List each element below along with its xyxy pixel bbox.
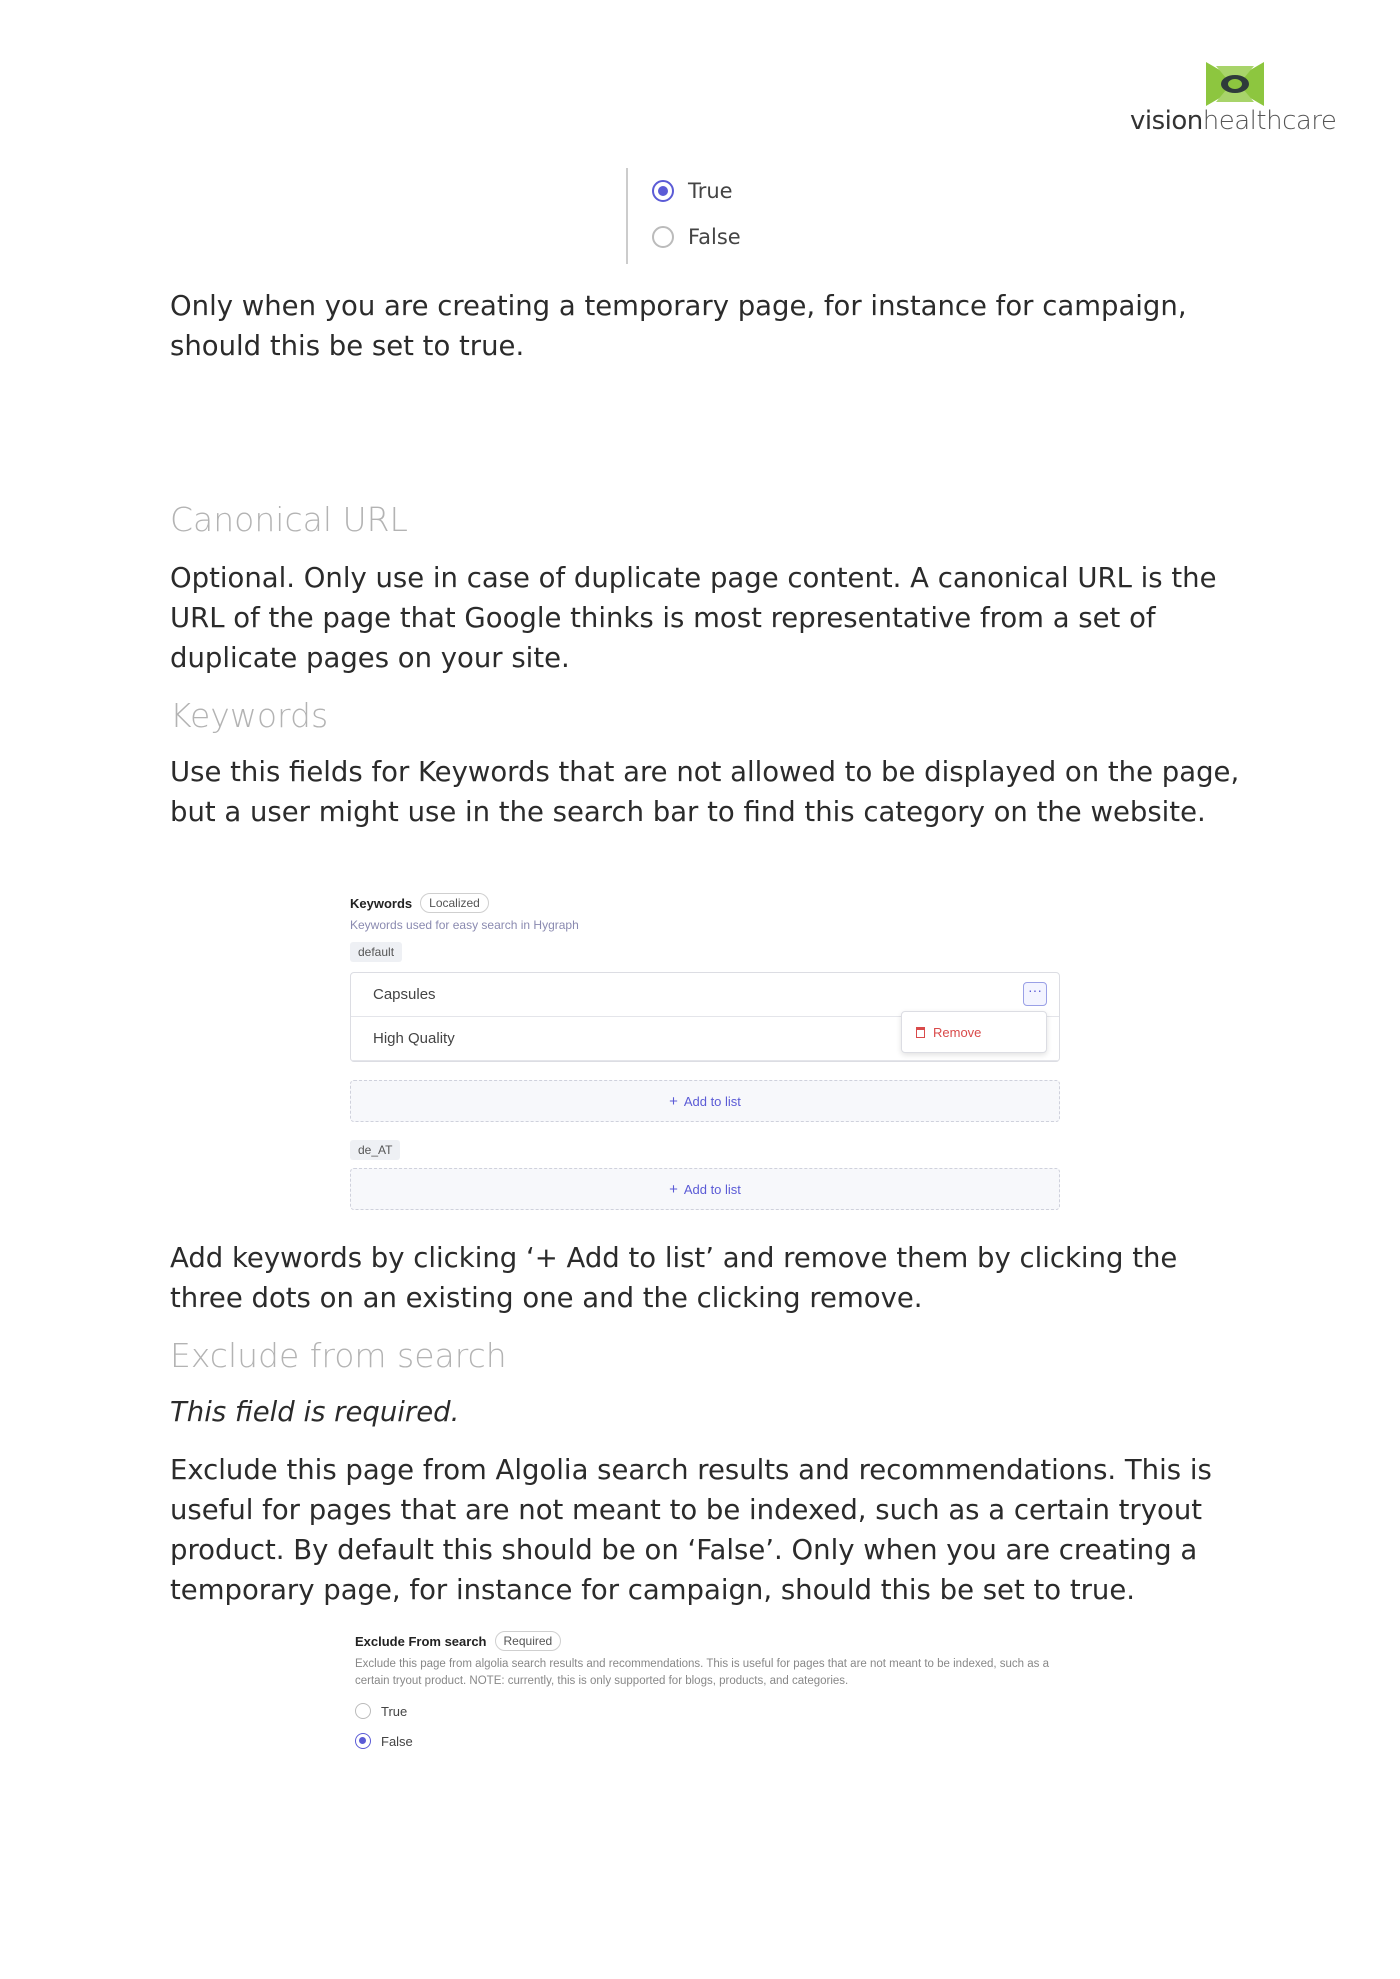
radio-label: False <box>688 225 741 249</box>
remove-menu-item[interactable] <box>901 1011 1047 1053</box>
top-radio-group <box>626 168 741 264</box>
logo-mark-icon <box>1206 62 1264 106</box>
radio-label: False <box>381 1733 413 1749</box>
paragraph-exclude-from-search: Exclude this page from Algolia search results and recommendations. This is useful for pages that are not meant to be indexed, such as a certain tryout product. By default this should be on ‘False’. Only when you are creating a temporary page, for instance for campaign, should this be set to true. <box>170 1454 1212 1606</box>
radio-option-false[interactable] <box>355 1726 1055 1756</box>
heading-keywords: Keywords <box>170 696 329 735</box>
logo-word-vision: vision <box>1130 106 1203 136</box>
keywords-field-title: Keywords <box>350 895 413 911</box>
more-options-button[interactable]: ··· <box>1023 982 1047 1006</box>
keywords-field-description: Keywords used for easy search in Hygraph <box>350 918 579 932</box>
paragraph-field-required: This field is required. <box>170 1396 460 1428</box>
exclude-field-screenshot <box>355 1628 1055 1756</box>
heading-canonical-url: Canonical URL <box>170 500 408 539</box>
plus-icon: + <box>669 1092 678 1110</box>
heading-exclude-from-search: Exclude from search <box>170 1336 507 1375</box>
logo-word-healthcare: healthcare <box>1202 106 1337 136</box>
paragraph-keywords: Use this fields for Keywords that are not allowed to be displayed on the page, but a user might use in the search bar to find this category on the website. <box>170 756 1240 828</box>
radio-option-true[interactable] <box>355 1696 1055 1726</box>
paragraph-canonical-url: Optional. Only use in case of duplicate page content. A canonical URL is the URL of the page that Google thinks is most representative from a set of duplicate pages on your site. <box>170 562 1217 674</box>
localized-badge: Localized <box>420 893 489 913</box>
add-to-list-button-de-at[interactable] <box>350 1168 1060 1210</box>
radio-checked-icon[interactable] <box>652 180 674 202</box>
add-to-list-button[interactable] <box>350 1080 1060 1122</box>
plus-icon: + <box>669 1180 678 1198</box>
vision-healthcare-logo <box>1130 62 1340 142</box>
locale-tag-default: default <box>350 942 402 962</box>
add-to-list-label: Add to list <box>683 1093 741 1109</box>
keywords-list <box>350 972 1060 1062</box>
radio-label: True <box>381 1703 408 1719</box>
exclude-field-description: Exclude this page from algolia search results and recommendations. This is useful for pages that are not meant to be indexed, such as a certain tryout product. NOTE: currently, this is only supported for blogs, products, and categories. <box>355 1658 1050 1687</box>
locale-tag-de-at: de_AT <box>350 1140 400 1160</box>
paragraph-temporary-page: Only when you are creating a temporary page, for instance for campaign, should this be set to true. <box>170 290 1187 362</box>
radio-option-false[interactable] <box>652 214 741 260</box>
radio-label: True <box>688 179 733 203</box>
list-item-text: High Quality <box>373 1030 455 1047</box>
add-to-list-label: Add to list <box>683 1181 741 1197</box>
remove-label: Remove <box>933 1024 982 1040</box>
list-item-text: Capsules <box>373 986 436 1003</box>
exclude-field-title: Exclude From search <box>355 1633 487 1649</box>
radio-option-true[interactable] <box>652 168 741 214</box>
logo-wordmark <box>1130 106 1336 136</box>
radio-unchecked-icon[interactable] <box>355 1703 371 1719</box>
required-badge: Required <box>495 1631 562 1651</box>
keywords-field-screenshot <box>350 890 1060 1210</box>
trash-icon <box>916 1027 925 1038</box>
radio-checked-icon[interactable] <box>355 1733 371 1749</box>
radio-unchecked-icon[interactable] <box>652 226 674 248</box>
paragraph-keywords-instructions: Add keywords by clicking ‘+ Add to list’ and remove them by clicking the three dots on an existing one and the clicking remove. <box>170 1242 1178 1314</box>
